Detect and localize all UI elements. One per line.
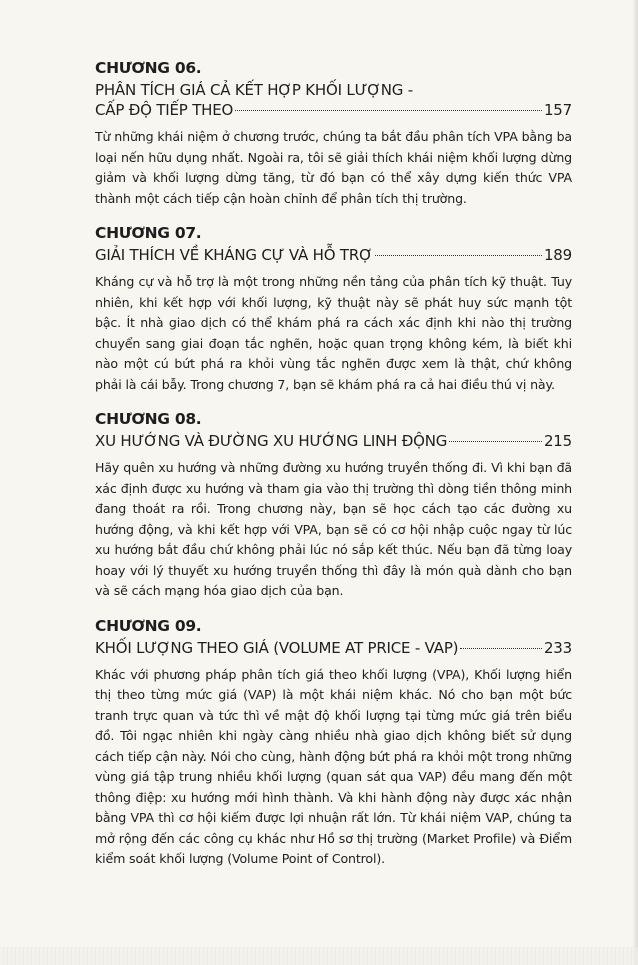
chapter-description: Khác với phương pháp phân tích giá theo khối lượng (VPA), Khối lượng hiển thị theo từng mức giá (VAP) là một khái niệm khác. Nó cho bạn một bức tranh trực quan và tức thì về mật độ khối lượng tại từng mức giá trên biểu đồ. Tôi ngạc nhiên khi ngày càng nhiều nhà giao dịch không biết sử dụng cách tiếp cận này. Nói cho cùng, hành động bứt phá ra khỏi một trong những vùng giá tập trung nhiều khối lượng (quan sát qua VAP) đều mang đến một thông điệp: xu hướng mới hình thành. Và khi hành động này được xác nhận bằng VPA thì cơ hội kiếm được lợi nhuận rất lớn. Từ khái niệm VAP, chúng ta mở rộng đến các công cụ khác như Hồ sơ thị trường (Market Profile) và Điểm kiểm soát khối lượng (Volume Point of Control). [95, 666, 572, 866]
chapter-title-line: PHÂN TÍCH GIÁ CẢ KẾT HỢP KHỐI LƯỢNG - [95, 81, 413, 99]
table-of-contents [95, 58, 572, 884]
chapter-06 [95, 58, 572, 209]
chapter-title: GIẢI THÍCH VỀ KHÁNG CỰ VÀ HỖ TRỢ [95, 246, 373, 264]
chapter-label: CHƯƠNG 06. [95, 59, 202, 77]
dot-leader [449, 441, 542, 442]
chapter-08 [95, 409, 572, 602]
toc-entry[interactable] [95, 638, 572, 658]
chapter-label: CHƯƠNG 07. [95, 224, 202, 242]
toc-entry[interactable] [95, 100, 572, 120]
chapter-07 [95, 223, 572, 395]
chapter-title: KHỐI LƯỢNG THEO GIÁ (VOLUME AT PRICE - VAP) [95, 638, 459, 657]
chapter-09 [95, 616, 572, 870]
chapter-label: CHƯƠNG 09. [95, 616, 202, 635]
chapter-title: XU HƯỚNG VÀ ĐƯỜNG XU HƯỚNG LINH ĐỘNG [95, 432, 448, 450]
page-edge-shadow [632, 0, 638, 965]
chapter-title: CẤP ĐỘ TIẾP THEO [95, 101, 234, 119]
dot-leader [235, 110, 542, 111]
chapter-label: CHƯƠNG 08. [95, 410, 202, 428]
chapter-description: Từ những khái niệm ở chương trước, chúng ta bắt đầu phân tích VPA bằng ba loại nến hữu dụng nhất. Ngoài ra, tôi sẽ giải thích khái niệm khối lượng dừng giảm và khối lượng dừng tăng, từ đó bạn có thể xây dựng kiến thức VPA thành một cách tiếp cận hoàn chỉnh để phân tích thị trường. [95, 129, 572, 206]
page-number: 215 [543, 432, 572, 450]
chapter-description: Hãy quên xu hướng và những đường xu hướng truyền thống đi. Vì khi bạn đã xác định được xu hướng và tham gia vào thị trường thì dòng tiền thông minh đang thoát ra rồi. Trong chương này, bạn sẽ học cách tạo các đường xu hướng động, và khi kết hợp với VPA, bạn sẽ có cơ hội nhập cuộc ngay từ lúc xu hướng bắt đầu chứ không phải lúc nó sắp kết thúc. Nếu bạn đã từng loay hoay với lý thuyết xu hướng truyền thống thì đây là món quà dành cho bạn và sẽ cách mạng hóa giao dịch của bạn. [95, 460, 572, 598]
toc-entry[interactable] [95, 431, 572, 451]
dot-leader [375, 255, 542, 256]
page-number: 157 [543, 101, 572, 119]
chapter-description: Kháng cự và hỗ trợ là một trong những nền tảng của phân tích kỹ thuật. Tuy nhiên, khi kết hợp với khối lượng, kỹ thuật này sẽ phát huy sức mạnh tột bậc. Ít nhà giao dịch có thể khám phá ra cách xác định khi nào thị trường chuyển sang giai đoạn tắc nghẽn, hoặc quan trọng không kém, là biết khi nào một cú bứt phá ra khỏi vùng tắc nghẽn được xem là thật, chứ không phải là cái bẫy. Trong chương 7, bạn sẽ khám phá ra cả hai điều thú vị này. [95, 274, 572, 392]
page-number: 233 [543, 638, 572, 657]
dot-leader [460, 648, 542, 649]
toc-entry[interactable] [95, 245, 572, 265]
page-number: 189 [543, 246, 572, 264]
page-bottom-edge [0, 947, 638, 965]
